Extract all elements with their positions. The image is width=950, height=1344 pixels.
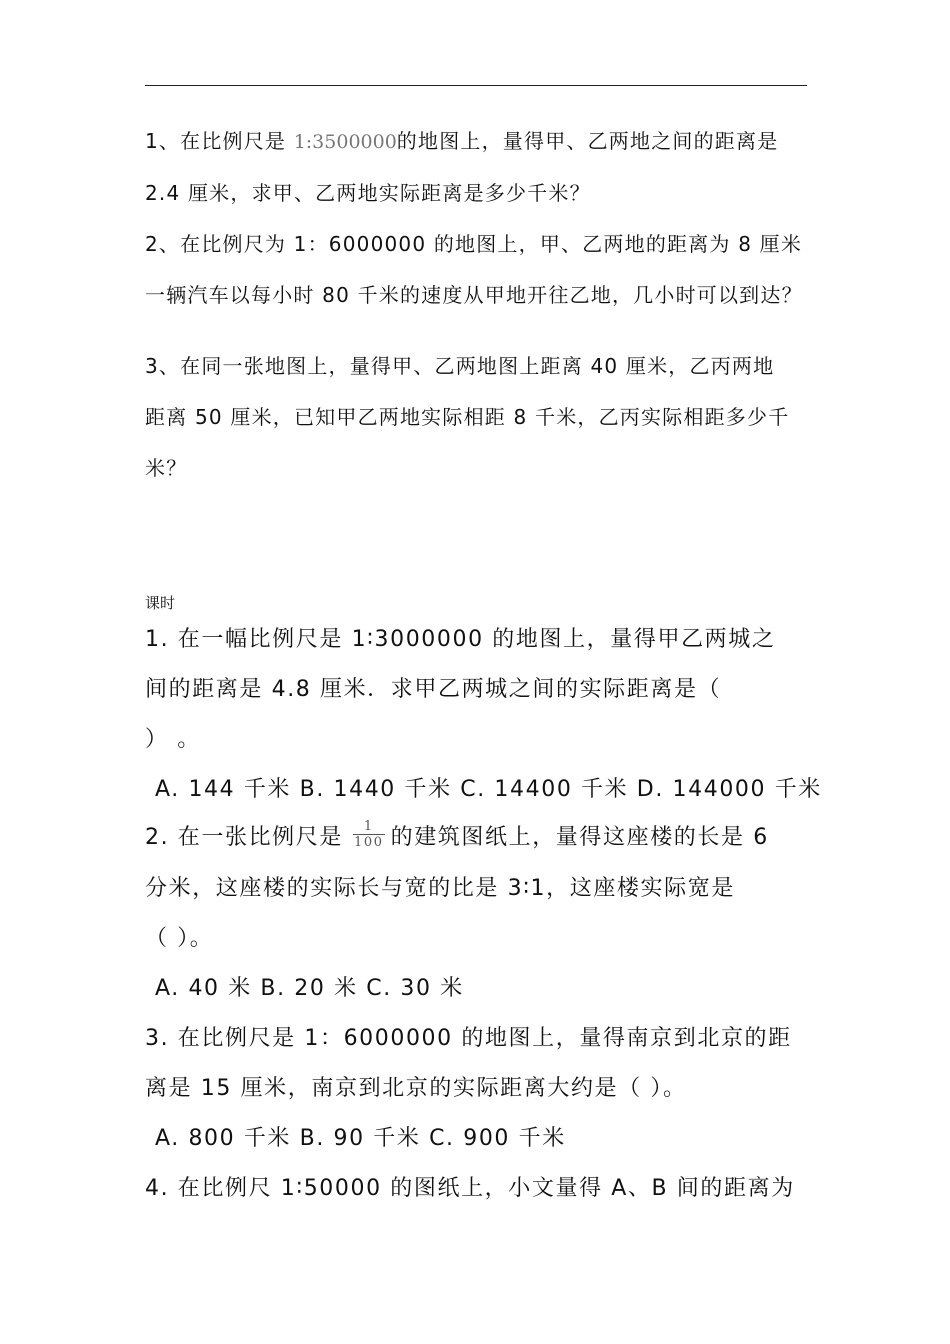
q2-line-2: 一辆汽车以每小时 80 千米的速度从甲地开往乙地，几小时可以到达？ [145,283,803,307]
q1-line-1: 1、在比例尺是 1:3500000的地图上，量得甲、乙两地之间的距离是 [145,129,779,153]
scale-ratio: 1:3500000 [293,131,397,153]
s2-q2-line-1: 2. 在一张比例尺是 $\frac{1}{100}$ 的建筑图纸上，量得这座楼的长是 6 [145,818,769,850]
q1-line-2: 2.4 厘米，求甲、乙两地实际距离是多少千米？ [145,181,591,205]
header-rule [145,85,807,86]
s2-q3-line-2: 离是 15 厘米，南京到北京的实际距离大约是（ ）。 [145,1076,687,1101]
fraction-1-100: $\frac{1}{100}$ [353,818,384,850]
q3-line-1: 3、在同一张地图上，量得甲、乙两地图上距离 40 厘米，乙丙两地 [145,354,775,378]
s2-q4-line-1: 4. 在比例尺 1∶50000 的图纸上，小文量得 A、B 间的距离为 [145,1176,795,1201]
q3-line-2: 距离 50 厘米，已知甲乙两地实际相距 8 千米，乙丙实际相距多少千 [145,405,790,429]
s2-q2-line-2: 分米，这座楼的实际长与宽的比是 3∶1，这座楼实际宽是 [145,876,735,901]
s2-q1-line-3: ） 。 [145,727,201,752]
q3-line-3: 米？ [145,456,188,480]
s2-q3-options: A. 800 千米 B. 90 千米 C. 900 千米 [155,1126,566,1151]
s2-q1-line-1: 1. 在一幅比例尺是 1∶3000000 的地图上，量得甲乙两城之 [145,627,776,652]
s2-q3-line-1: 3. 在比例尺是 1：6000000 的地图上，量得南京到北京的距 [145,1026,792,1051]
q2-line-1: 2、在比例尺为 1：6000000 的地图上，甲、乙两地的距离为 8 厘米 [145,232,803,256]
s2-q2-options: A. 40 米 B. 20 米 C. 30 米 [155,976,464,1001]
section-heading: 课时 [145,594,176,612]
s2-q2-line-3: （ ）。 [145,926,214,951]
s2-q1-line-2: 间的距离是 4.8 厘米．求甲乙两城之间的实际距离是（ [145,677,722,702]
s2-q1-options: A. 144 千米 B. 1440 千米 C. 14400 千米 D. 144000 千米 [155,777,822,802]
